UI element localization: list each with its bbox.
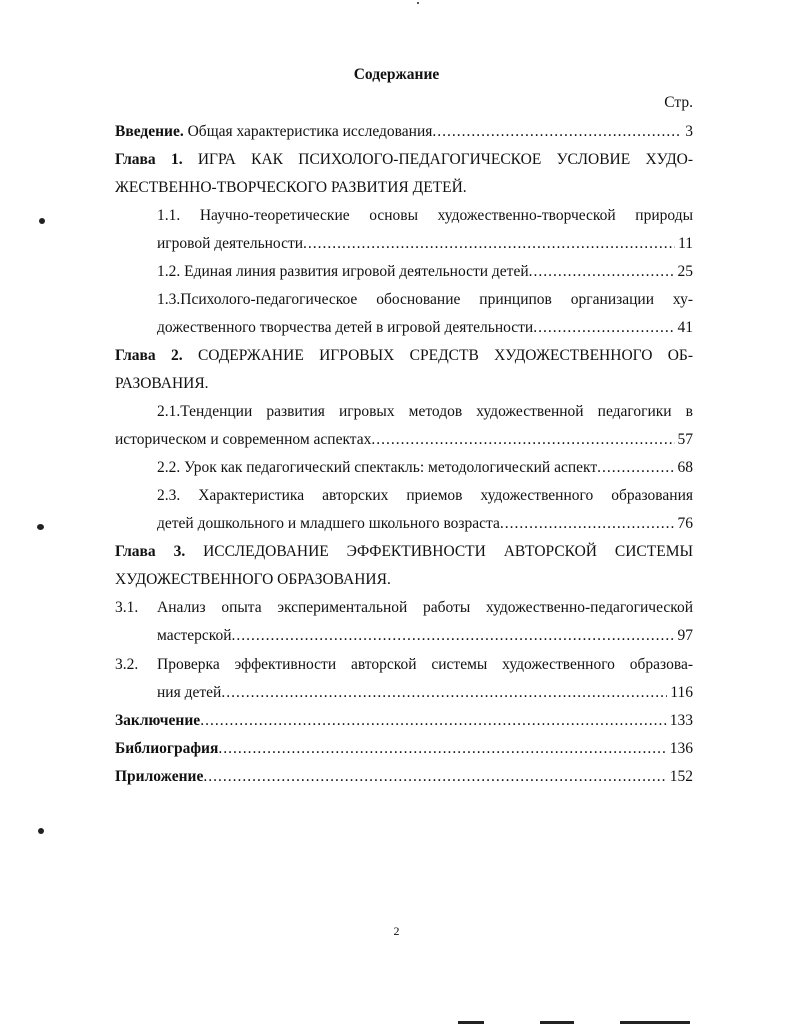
page-ref: 57 — [677, 431, 693, 448]
page-ref: 136 — [669, 740, 693, 757]
conclusion-label: Заключение — [115, 712, 201, 729]
chapter-1-title-line2: ЖЕСТВЕННО-ТВОРЧЕСКОГО РАЗВИТИЯ ДЕТЕЙ. — [115, 179, 467, 196]
toc-entry-1-2[interactable] — [157, 262, 693, 282]
page-ref: 152 — [669, 768, 693, 785]
toc-entry-2-3-line2[interactable] — [157, 514, 693, 534]
toc-entry-1-3-line2[interactable] — [157, 318, 693, 338]
toc-entry-intro[interactable] — [115, 122, 693, 142]
leader-dots — [529, 262, 675, 282]
section-3-2-number: 3.2. — [115, 656, 139, 673]
appendix-label: Приложение — [115, 768, 204, 785]
chapter-3-label: Глава 3. — [115, 543, 186, 560]
chapter-1-title-line1: ИГРА КАК ПСИХОЛОГО-ПЕДАГОГИЧЕСКОЕ УСЛОВИЕ ХУДО- — [197, 151, 693, 168]
toc-entry-2-2[interactable] — [157, 458, 693, 478]
leader-dots — [303, 234, 675, 254]
entry-text: мастерской — [157, 627, 232, 644]
toc-entry-3-1-line2[interactable] — [157, 626, 693, 646]
toc-entry-3-2-line2[interactable] — [157, 683, 693, 703]
leader-dots — [432, 122, 682, 142]
leader-dots — [371, 430, 674, 450]
toc-entry-3-2-line1[interactable]: Проверка эффективности авторской системы художественного образова- — [157, 656, 693, 673]
toc-entry-3-1-line1[interactable]: Анализ опыта экспериментальной работы художественно-педагогической — [157, 599, 693, 616]
page-ref: 68 — [677, 459, 693, 476]
page-ref: 11 — [678, 235, 693, 252]
section-3-1-number: 3.1. — [115, 599, 139, 616]
chapter-2-title-line2: РАЗОВАНИЯ. — [115, 375, 209, 392]
page-ref: 41 — [677, 319, 693, 336]
scan-mark — [620, 1021, 690, 1024]
scan-mark — [458, 1021, 484, 1024]
entry-text: 1.2. Единая линия развития игровой деятельности детей — [157, 263, 529, 280]
entry-text: 2.2. Урок как педагогический спектакль: методологический аспект — [157, 459, 598, 476]
scan-speck — [39, 218, 45, 224]
leader-dots — [597, 458, 674, 478]
toc-entry-conclusion[interactable] — [115, 711, 693, 731]
page-ref: 25 — [677, 263, 693, 280]
toc-chapter-3[interactable] — [115, 542, 693, 562]
leader-dots — [500, 514, 675, 534]
scan-mark — [540, 1021, 574, 1024]
chapter-1-label: Глава 1. — [115, 151, 183, 168]
intro-label: Введение. — [115, 123, 184, 140]
chapter-3-title-line1: ИССЛЕДОВАНИЕ ЭФФЕКТИВНОСТИ АВТОРСКОЙ СИСТЕМЫ — [203, 543, 694, 560]
toc-chapter-2[interactable] — [115, 346, 693, 366]
toc-entry-1-1-line2[interactable] — [157, 234, 693, 254]
page-column-header: Стр. — [664, 94, 693, 111]
chapter-2-label: Глава 2. — [115, 347, 183, 364]
toc-entry-1-1-line1[interactable]: 1.1. Научно-теоретические основы художественно-творческой природы — [157, 207, 693, 224]
toc-chapter-1[interactable] — [115, 150, 693, 170]
toc-entry-2-1-line1[interactable]: 2.1.Тенденции развития игровых методов художественной педагогики в — [157, 403, 693, 420]
chapter-2-title-line1: СОДЕРЖАНИЕ ИГРОВЫХ СРЕДСТВ ХУДОЖЕСТВЕННОГО ОБ- — [197, 347, 693, 364]
scan-speck — [37, 524, 44, 530]
page-ref: 3 — [685, 123, 693, 140]
scan-speck — [417, 2, 419, 4]
entry-text: игровой деятельности — [157, 235, 304, 252]
page-number: 2 — [393, 924, 400, 938]
toc-entry-1-3-line1[interactable]: 1.3.Психолого-педагогическое обоснование принципов организации ху- — [157, 291, 693, 308]
bibliography-label: Библиография — [115, 740, 219, 757]
leader-dots — [200, 711, 667, 731]
entry-text: дожественного творчества детей в игровой деятельности — [157, 319, 534, 336]
toc-entry-bibliography[interactable] — [115, 739, 693, 759]
toc-entry-appendix[interactable] — [115, 767, 693, 787]
leader-dots — [232, 626, 675, 646]
page-ref: 76 — [677, 515, 693, 532]
intro-text: Общая характеристика исследования — [187, 123, 433, 140]
scan-speck — [38, 828, 44, 834]
toc-entry-2-3-line1[interactable]: 2.3. Характеристика авторских приемов художественного образования — [157, 487, 693, 504]
chapter-3-title-line2: ХУДОЖЕСТВЕННОГО ОБРАЗОВАНИЯ. — [115, 571, 391, 588]
toc-entry-2-1-line2[interactable] — [115, 430, 693, 450]
page-ref: 116 — [670, 684, 693, 701]
page-title: Содержание — [353, 66, 440, 83]
entry-text: детей дошкольного и младшего школьного возраста — [157, 515, 500, 532]
leader-dots — [203, 767, 666, 787]
leader-dots — [218, 739, 666, 759]
leader-dots — [221, 683, 667, 703]
page-ref: 133 — [669, 712, 693, 729]
leader-dots — [533, 318, 674, 338]
page-ref: 97 — [677, 627, 693, 644]
entry-text: ния детей — [157, 684, 222, 701]
entry-text: историческом и современном аспектах — [115, 431, 372, 448]
